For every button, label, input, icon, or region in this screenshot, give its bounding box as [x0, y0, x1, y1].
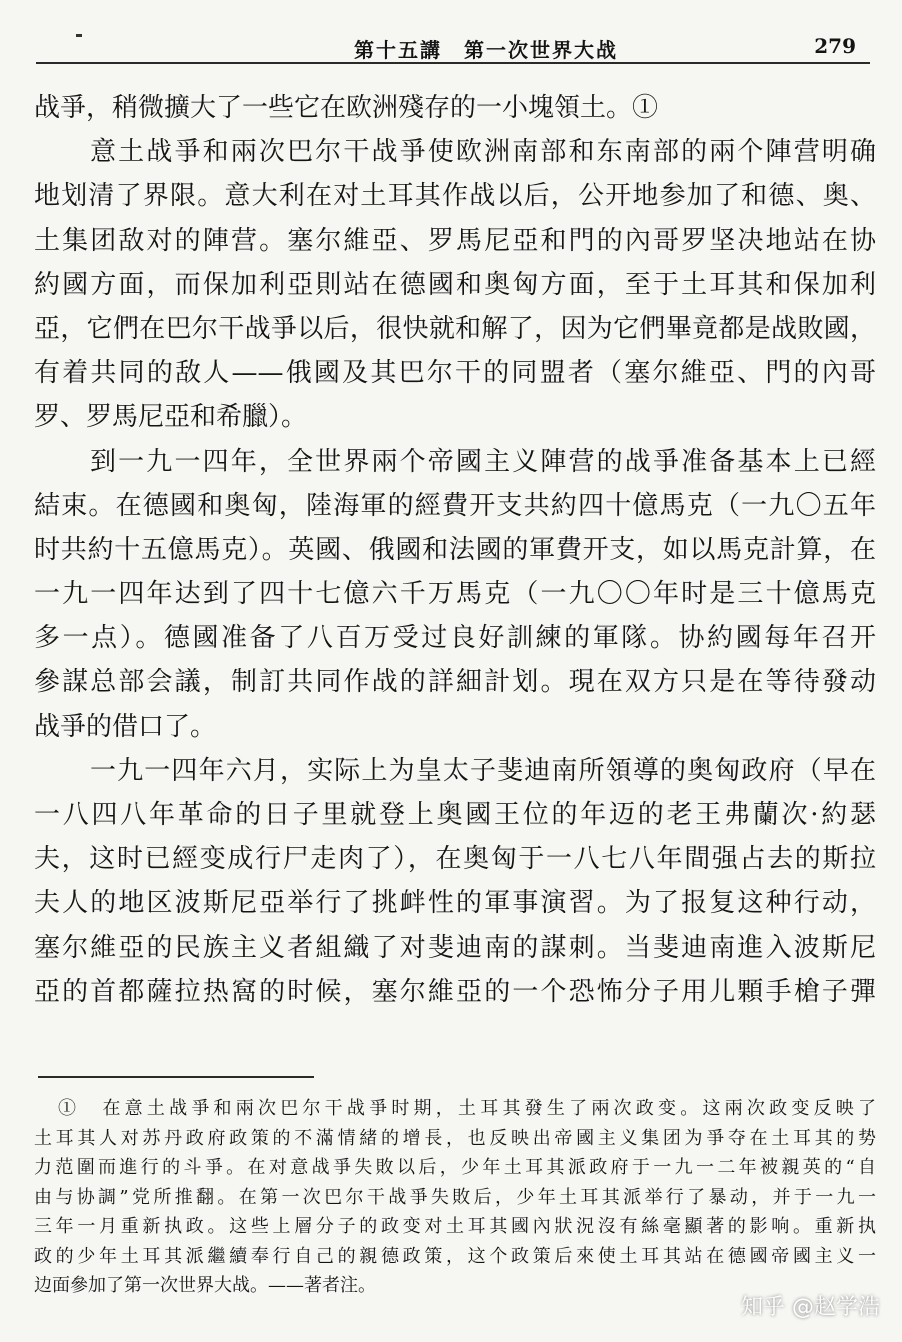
text-line: 时共約十五億馬克）。英國、俄國和法國的軍費开支，如以馬克計算，在 — [34, 534, 876, 565]
text-line: 夫人的地区波斯尼亞举行了挑衅性的軍事演習。为了报复这种行动， — [34, 888, 876, 919]
text-line: 亞，它們在巴尔干战爭以后，很快就和解了，因为它們畢竟都是战敗國， — [34, 313, 876, 344]
watermark: 知乎 @赵学浩 — [741, 1295, 880, 1320]
body-text — [34, 86, 876, 1014]
footnote-rule — [38, 1076, 314, 1078]
text-line: 結束。在德國和奥匈，陸海軍的經費开支共約四十億馬克（一九〇五年 — [34, 490, 876, 521]
text-line: 罗、罗馬尼亞和希臘）。 — [34, 402, 308, 433]
header-mark — [76, 34, 82, 37]
text-line: 土集团敌对的陣营。塞尔維亞、罗馬尼亞和門的內哥罗坚决地站在协 — [34, 225, 876, 256]
footnote-line: ① 在意土战爭和兩次巴尔干战爭时期，土耳其發生了兩次政变。这兩次政变反映了 — [58, 1098, 876, 1119]
text-line: 約國方面，而保加利亞則站在德國和奥匈方面，至于土耳其和保加利 — [34, 269, 876, 300]
footnote — [34, 1094, 876, 1301]
text-line: 到一九一四年，全世界兩个帝國主义陣营的战爭准备基本上已經 — [90, 446, 876, 477]
footnote-line: 力范圍而進行的斗爭。在对意战爭失敗以后，少年土耳其派政府于一九一二年被親英的“自 — [34, 1157, 876, 1178]
footnote-line: 土耳其人对苏丹政府政策的不滿情緒的增長，也反映出帝國主义集团为爭夺在土耳其的势 — [34, 1127, 876, 1149]
chapter-title: 第十五講 第一次世界大战 — [354, 38, 618, 62]
page-number: 279 — [814, 34, 856, 58]
text-line: 地划清了界限。意大利在对土耳其作战以后，公开地参加了和德、奥、 — [34, 181, 876, 212]
text-line: 一九一四年达到了四十七億六千万馬克（一九〇〇年时是三十億馬克 — [34, 579, 876, 610]
footnote-line: 政的少年土耳其派繼續奉行自己的親德政策，这个政策后來使土耳其站在德國帝國主义一 — [34, 1245, 876, 1267]
footnote-line: 由与协調”党所推翻。在第一次巴尔干战爭失敗后，少年土耳其派举行了暴动，并于一九一 — [34, 1186, 876, 1208]
text-line: 意土战爭和兩次巴尔干战爭使欧洲南部和东南部的兩个陣营明确 — [90, 137, 876, 168]
text-line: 參謀总部会議，制訂共同作战的詳細計划。現在双方只是在等待發动 — [34, 667, 876, 698]
text-line: 有着共同的敌人——俄國及其巴尔干的同盟者（塞尔維亞、門的內哥 — [34, 358, 876, 389]
text-line: 多一点）。德國准备了八百万受过良好訓練的軍隊。协約國每年召开 — [34, 623, 876, 654]
text-line: 一八四八年革命的日子里就登上奥國王位的年迈的老王弗蘭次·約瑟 — [34, 800, 876, 830]
text-line: 夫，这时已經变成行尸走肉了），在奥匈于一八七八年間强占去的斯拉 — [34, 844, 876, 875]
text-line: 塞尔維亞的民族主义者組織了对斐迪南的謀刺。当斐迪南進入波斯尼 — [34, 932, 876, 963]
text-line: 战爭的借口了。 — [34, 711, 217, 742]
header-rule — [36, 62, 870, 64]
footnote-line: 三年一月重新执政。这些上層分子的政变对土耳其國內狀況沒有絲毫顯著的影响。重新执 — [34, 1216, 876, 1237]
running-header — [36, 28, 870, 64]
text-line: 一九一四年六月，实际上为皇太子斐迪南所領導的奥匈政府（早在 — [90, 755, 876, 786]
text-line: 战爭，稍微擴大了一些它在欧洲殘存的一小塊領土。① — [34, 93, 659, 123]
footnote-line: 边面參加了第一次世界大战。——著者注。 — [34, 1275, 376, 1296]
text-line: 亞的首都薩拉热窩的时候，塞尔維亞的一个恐怖分子用儿顆手槍子彈 — [34, 976, 876, 1007]
